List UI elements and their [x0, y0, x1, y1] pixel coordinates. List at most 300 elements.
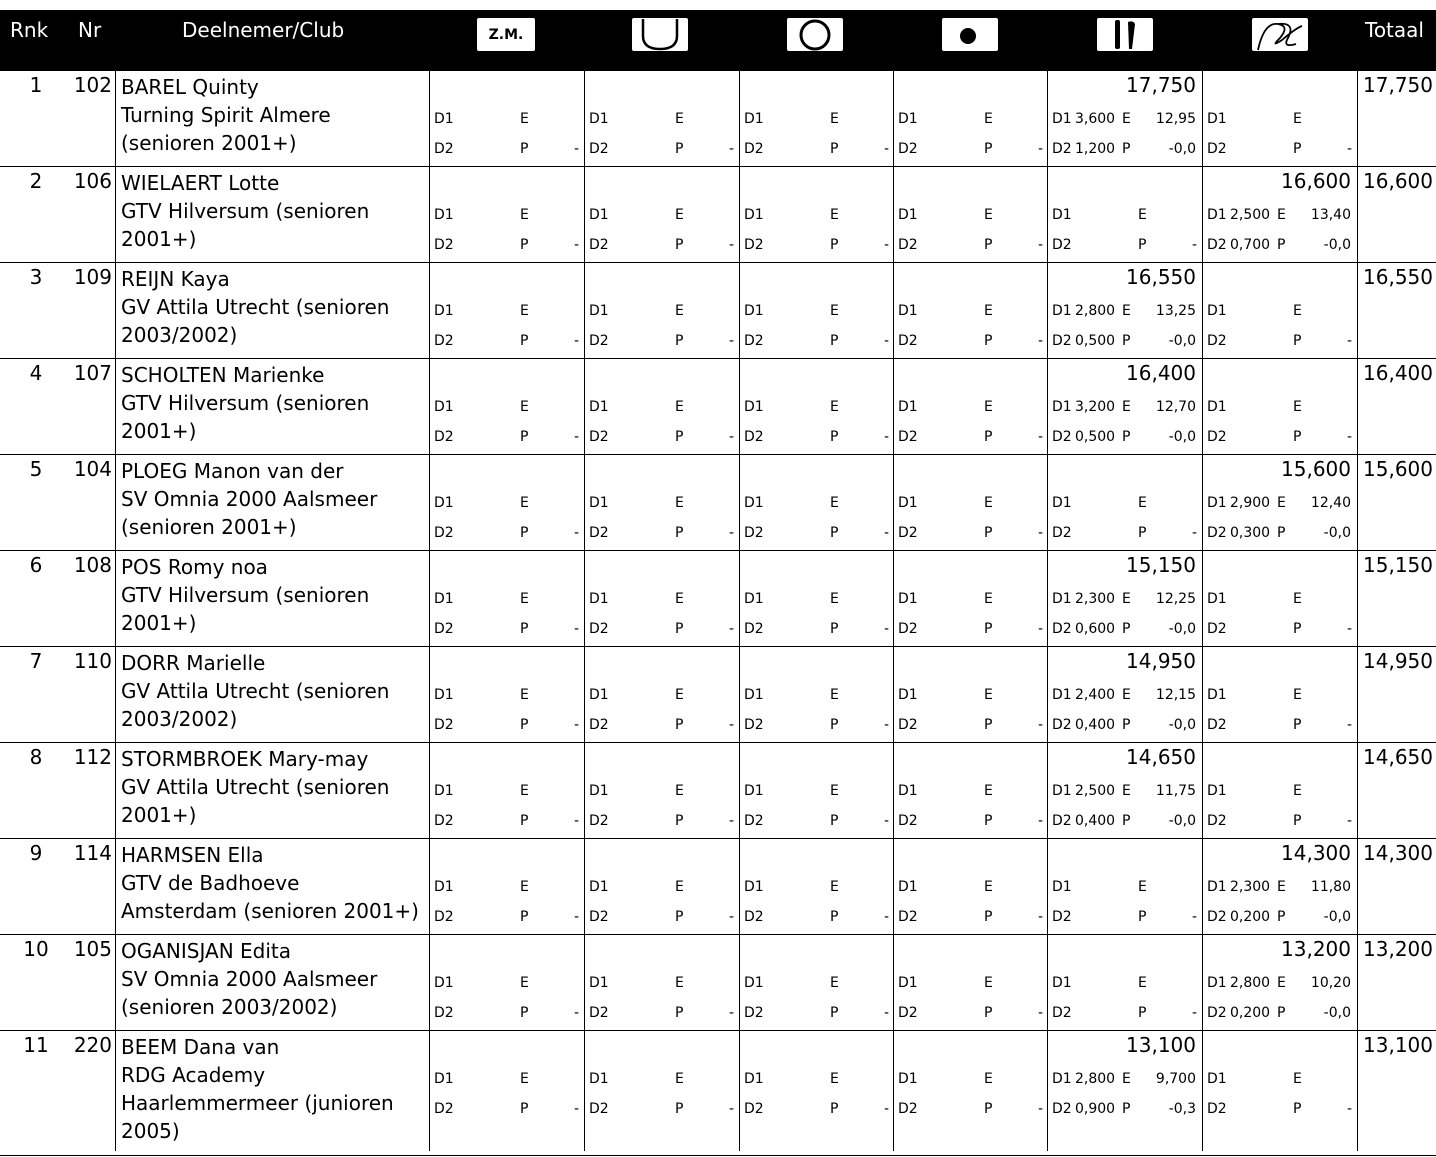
penalty-value: -0,0 — [1323, 1005, 1351, 1021]
p-label: P — [1293, 621, 1302, 637]
d2-value: 0,700 — [1230, 237, 1271, 253]
d2-value: 0,400 — [1075, 717, 1116, 733]
d2-label: D2 — [744, 429, 764, 445]
d1-value: 2,500 — [1075, 783, 1116, 799]
penalty-dash: - — [883, 717, 889, 733]
table-row — [0, 646, 1436, 743]
total-cell: 13,200 — [1363, 937, 1433, 961]
p-label: P — [675, 1101, 684, 1117]
participant-club: GV Attila Utrecht (senioren 2003/2002) — [121, 295, 390, 347]
d2-label: D2 — [1207, 333, 1227, 349]
e-label: E — [520, 207, 529, 223]
d2-label: D2 — [589, 621, 609, 637]
p-label: P — [984, 1005, 993, 1021]
d1-label: D1 — [1052, 495, 1072, 511]
d2-label: D2 — [1207, 717, 1227, 733]
d1-label: D1 — [1207, 591, 1227, 607]
d1-label: D1 — [744, 207, 764, 223]
e-value: 10,20 — [1310, 975, 1351, 991]
d1-label: D1 — [744, 111, 764, 127]
penalty-dash: - — [1037, 717, 1043, 733]
d2-label: D2 — [1052, 525, 1072, 541]
d1-label: D1 — [898, 399, 918, 415]
d1-label: D1 — [1207, 495, 1227, 511]
rank-cell: 4 — [29, 361, 43, 385]
d1-value: 2,400 — [1075, 687, 1116, 703]
participant-cell — [121, 169, 421, 253]
d2-label: D2 — [589, 717, 609, 733]
start-number-cell: 107 — [73, 361, 112, 385]
apparatus-cell — [894, 839, 1046, 935]
dot-icon — [942, 18, 998, 51]
d2-label: D2 — [898, 813, 918, 829]
e-value: 13,40 — [1310, 207, 1351, 223]
apparatus-cell — [740, 935, 892, 1031]
p-label: P — [984, 141, 993, 157]
apparatus-cell — [740, 1031, 892, 1151]
apparatus-cell — [1048, 359, 1200, 455]
e-label: E — [1293, 303, 1302, 319]
d2-label: D2 — [1207, 1101, 1227, 1117]
e-label: E — [1138, 495, 1147, 511]
start-number-cell: 110 — [73, 649, 112, 673]
penalty-dash: - — [728, 429, 734, 445]
e-label: E — [830, 591, 839, 607]
e-value: 11,75 — [1155, 783, 1196, 799]
p-label: P — [675, 429, 684, 445]
participant-cell — [121, 265, 421, 349]
participant-club: GV Attila Utrecht (senioren 2001+) — [121, 775, 390, 827]
apparatus-cell — [740, 263, 892, 359]
d1-value: 2,800 — [1075, 303, 1116, 319]
p-label: P — [830, 237, 839, 253]
penalty-dash: - — [728, 1101, 734, 1117]
e-label: E — [520, 303, 529, 319]
p-label: P — [675, 717, 684, 733]
participant-cell — [121, 553, 421, 637]
participant-name: BAREL Quinty — [121, 75, 259, 99]
p-label: P — [984, 333, 993, 349]
table-row — [0, 358, 1436, 455]
participant-name: DORR Marielle — [121, 651, 266, 675]
penalty-dash: - — [1191, 525, 1197, 541]
rank-cell: 8 — [29, 745, 43, 769]
d1-label: D1 — [434, 783, 454, 799]
penalty-dash: - — [883, 621, 889, 637]
p-label: P — [520, 237, 529, 253]
apparatus-cell — [894, 551, 1046, 647]
e-label: E — [830, 1071, 839, 1087]
participant-name: PLOEG Manon van der — [121, 459, 344, 483]
apparatus-cell — [585, 647, 737, 743]
participant-club: GV Attila Utrecht (senioren 2003/2002) — [121, 679, 390, 731]
p-label: P — [1293, 717, 1302, 733]
p-label: P — [984, 717, 993, 733]
d2-label: D2 — [1052, 909, 1072, 925]
start-number-cell: 108 — [73, 553, 112, 577]
d2-value: 0,500 — [1075, 429, 1116, 445]
p-label: P — [520, 813, 529, 829]
d2-label: D2 — [434, 1005, 454, 1021]
apparatus-cell — [430, 263, 582, 359]
e-label: E — [1122, 783, 1131, 799]
p-label: P — [675, 909, 684, 925]
penalty-dash: - — [728, 1005, 734, 1021]
participant-name: HARMSEN Ella — [121, 843, 264, 867]
p-label: P — [1122, 621, 1131, 637]
d2-label: D2 — [898, 909, 918, 925]
p-label: P — [675, 813, 684, 829]
apparatus-cell — [1048, 71, 1200, 167]
apparatus-score: 13,200 — [1281, 937, 1351, 961]
apparatus-cell — [1048, 455, 1200, 551]
e-value: 12,40 — [1310, 495, 1351, 511]
d2-value: 0,400 — [1075, 813, 1116, 829]
p-label: P — [520, 909, 529, 925]
rank-cell: 7 — [29, 649, 43, 673]
apparatus-score: 13,100 — [1126, 1033, 1196, 1057]
d2-label: D2 — [434, 1101, 454, 1117]
apparatus-cell — [585, 167, 737, 263]
d1-label: D1 — [1052, 303, 1072, 319]
apparatus-cell — [585, 1031, 737, 1151]
p-label: P — [984, 237, 993, 253]
e-label: E — [1293, 111, 1302, 127]
d1-label: D1 — [1207, 303, 1227, 319]
d2-label: D2 — [589, 525, 609, 541]
zm-header: Z.M. — [477, 18, 535, 51]
p-label: P — [984, 429, 993, 445]
p-label: P — [1138, 1005, 1147, 1021]
start-number-cell: 220 — [73, 1033, 112, 1057]
d2-label: D2 — [898, 621, 918, 637]
penalty-dash: - — [573, 1101, 579, 1117]
d1-label: D1 — [1052, 687, 1072, 703]
d2-label: D2 — [898, 237, 918, 253]
apparatus-cell — [1203, 839, 1355, 935]
penalty-value: -0,0 — [1323, 909, 1351, 925]
e-label: E — [1277, 975, 1286, 991]
apparatus-cell — [740, 551, 892, 647]
penalty-dash: - — [883, 525, 889, 541]
d1-label: D1 — [434, 687, 454, 703]
d2-label: D2 — [1052, 1005, 1072, 1021]
total-cell: 15,600 — [1363, 457, 1433, 481]
e-label: E — [830, 111, 839, 127]
participant-cell — [121, 1033, 421, 1145]
e-label: E — [984, 591, 993, 607]
penalty-dash: - — [883, 237, 889, 253]
apparatus-cell — [585, 71, 737, 167]
e-label: E — [520, 879, 529, 895]
rank-cell: 10 — [23, 937, 49, 961]
d2-label: D2 — [744, 717, 764, 733]
d1-label: D1 — [1207, 879, 1227, 895]
penalty-value: -0,0 — [1168, 333, 1196, 349]
penalty-value: -0,0 — [1168, 813, 1196, 829]
d2-label: D2 — [1052, 237, 1072, 253]
p-label: P — [1293, 813, 1302, 829]
rank-cell: 1 — [29, 73, 43, 97]
apparatus-cell — [1203, 167, 1355, 263]
apparatus-cell — [1048, 1031, 1200, 1151]
participant-cell — [121, 841, 421, 925]
d1-label: D1 — [898, 303, 918, 319]
p-label: P — [1122, 1101, 1131, 1117]
d1-label: D1 — [1207, 399, 1227, 415]
apparatus-cell — [585, 551, 737, 647]
p-label: P — [675, 1005, 684, 1021]
apparatus-cell — [894, 935, 1046, 1031]
p-label: P — [1293, 429, 1302, 445]
penalty-dash: - — [1037, 621, 1043, 637]
d1-value: 2,900 — [1230, 495, 1271, 511]
e-value: 12,15 — [1155, 687, 1196, 703]
penalty-dash: - — [1037, 333, 1043, 349]
d2-label: D2 — [1052, 621, 1072, 637]
apparatus-cell — [430, 71, 582, 167]
e-label: E — [520, 1071, 529, 1087]
ribbon-icon — [1252, 18, 1308, 51]
p-label: P — [520, 429, 529, 445]
p-label: P — [1277, 1005, 1286, 1021]
e-label: E — [1293, 1071, 1302, 1087]
d1-label: D1 — [434, 111, 454, 127]
p-label: P — [520, 717, 529, 733]
header-nr: Nr — [78, 18, 102, 42]
e-label: E — [675, 783, 684, 799]
penalty-dash: - — [573, 237, 579, 253]
apparatus-score: 15,600 — [1281, 457, 1351, 481]
apparatus-cell — [1048, 167, 1200, 263]
apparatus-cell — [585, 935, 737, 1031]
penalty-dash: - — [1346, 1101, 1352, 1117]
penalty-dash: - — [1191, 237, 1197, 253]
d2-label: D2 — [1052, 717, 1072, 733]
header-deelnemer: Deelnemer/Club — [182, 18, 345, 42]
p-label: P — [1122, 717, 1131, 733]
penalty-value: -0,0 — [1323, 237, 1351, 253]
d1-value: 2,300 — [1075, 591, 1116, 607]
penalty-dash: - — [1191, 1005, 1197, 1021]
p-label: P — [520, 525, 529, 541]
apparatus-cell — [740, 455, 892, 551]
apparatus-cell — [430, 839, 582, 935]
participant-cell — [121, 937, 421, 1021]
penalty-value: -0,3 — [1168, 1101, 1196, 1117]
d1-label: D1 — [744, 399, 764, 415]
e-label: E — [675, 303, 684, 319]
apparatus-cell — [585, 455, 737, 551]
e-label: E — [830, 303, 839, 319]
e-label: E — [520, 399, 529, 415]
d1-label: D1 — [434, 303, 454, 319]
e-label: E — [1277, 879, 1286, 895]
d1-label: D1 — [898, 207, 918, 223]
p-label: P — [1122, 429, 1131, 445]
e-label: E — [1122, 591, 1131, 607]
d2-label: D2 — [589, 429, 609, 445]
header-rnk: Rnk — [10, 18, 49, 42]
penalty-dash: - — [728, 909, 734, 925]
d1-label: D1 — [898, 687, 918, 703]
d1-label: D1 — [589, 687, 609, 703]
penalty-dash: - — [1037, 1005, 1043, 1021]
d2-label: D2 — [434, 333, 454, 349]
table-row — [0, 70, 1436, 167]
d2-label: D2 — [744, 333, 764, 349]
d2-label: D2 — [434, 141, 454, 157]
e-label: E — [1277, 207, 1286, 223]
d1-label: D1 — [898, 783, 918, 799]
penalty-dash: - — [883, 1005, 889, 1021]
p-label: P — [675, 141, 684, 157]
e-label: E — [675, 879, 684, 895]
p-label: P — [830, 525, 839, 541]
d1-label: D1 — [898, 495, 918, 511]
d2-label: D2 — [898, 1005, 918, 1021]
d2-label: D2 — [744, 1101, 764, 1117]
penalty-dash: - — [883, 909, 889, 925]
penalty-dash: - — [1037, 813, 1043, 829]
p-label: P — [1122, 333, 1131, 349]
penalty-dash: - — [1037, 237, 1043, 253]
p-label: P — [830, 1005, 839, 1021]
penalty-dash: - — [1346, 429, 1352, 445]
d1-label: D1 — [434, 1071, 454, 1087]
apparatus-cell — [1048, 647, 1200, 743]
d2-label: D2 — [589, 1101, 609, 1117]
apparatus-cell — [1203, 71, 1355, 167]
e-label: E — [675, 495, 684, 511]
e-label: E — [984, 399, 993, 415]
d2-label: D2 — [744, 621, 764, 637]
apparatus-cell — [740, 71, 892, 167]
participant-cell — [121, 457, 421, 541]
total-cell: 16,550 — [1363, 265, 1433, 289]
apparatus-cell — [894, 743, 1046, 839]
d1-label: D1 — [589, 591, 609, 607]
participant-cell — [121, 361, 421, 445]
d1-label: D1 — [589, 207, 609, 223]
penalty-dash: - — [573, 813, 579, 829]
e-label: E — [1293, 687, 1302, 703]
d2-label: D2 — [434, 909, 454, 925]
d1-label: D1 — [898, 591, 918, 607]
apparatus-score: 14,300 — [1281, 841, 1351, 865]
d1-label: D1 — [1052, 975, 1072, 991]
apparatus-cell — [1048, 935, 1200, 1031]
apparatus-score: 15,150 — [1126, 553, 1196, 577]
p-label: P — [1277, 909, 1286, 925]
d1-label: D1 — [1207, 207, 1227, 223]
e-label: E — [984, 783, 993, 799]
d1-label: D1 — [434, 207, 454, 223]
apparatus-cell — [430, 359, 582, 455]
apparatus-cell — [740, 839, 892, 935]
apparatus-score: 16,400 — [1126, 361, 1196, 385]
table-row — [0, 166, 1436, 263]
total-cell: 17,750 — [1363, 73, 1433, 97]
apparatus-cell — [1048, 263, 1200, 359]
d2-label: D2 — [589, 1005, 609, 1021]
apparatus-cell — [1048, 839, 1200, 935]
table-row — [0, 742, 1436, 839]
d1-label: D1 — [1052, 207, 1072, 223]
d1-label: D1 — [434, 399, 454, 415]
apparatus-cell — [585, 839, 737, 935]
penalty-dash: - — [728, 141, 734, 157]
d2-value: 0,200 — [1230, 909, 1271, 925]
e-label: E — [830, 975, 839, 991]
d2-label: D2 — [434, 813, 454, 829]
e-label: E — [675, 1071, 684, 1087]
d2-label: D2 — [434, 717, 454, 733]
penalty-dash: - — [728, 717, 734, 733]
p-label: P — [1293, 333, 1302, 349]
apparatus-score: 16,550 — [1126, 265, 1196, 289]
penalty-value: -0,0 — [1168, 141, 1196, 157]
e-label: E — [1138, 879, 1147, 895]
e-label: E — [1122, 687, 1131, 703]
e-label: E — [520, 783, 529, 799]
d2-label: D2 — [1207, 1005, 1227, 1021]
participant-name: WIELAERT Lotte — [121, 171, 280, 195]
d1-label: D1 — [744, 303, 764, 319]
penalty-dash: - — [883, 813, 889, 829]
p-label: P — [1122, 141, 1131, 157]
e-label: E — [830, 879, 839, 895]
p-label: P — [830, 1101, 839, 1117]
p-label: P — [830, 717, 839, 733]
table-row — [0, 934, 1436, 1031]
p-label: P — [520, 141, 529, 157]
p-label: P — [984, 1101, 993, 1117]
ball-icon — [787, 18, 843, 51]
penalty-dash: - — [728, 333, 734, 349]
e-label: E — [1293, 399, 1302, 415]
d1-label: D1 — [1207, 1071, 1227, 1087]
d2-label: D2 — [898, 1101, 918, 1117]
e-label: E — [675, 687, 684, 703]
d1-label: D1 — [898, 879, 918, 895]
e-value: 11,80 — [1310, 879, 1351, 895]
d1-value: 2,800 — [1230, 975, 1271, 991]
p-label: P — [830, 333, 839, 349]
hoop-icon — [632, 18, 688, 51]
e-label: E — [984, 495, 993, 511]
penalty-dash: - — [573, 909, 579, 925]
participant-club: SV Omnia 2000 Aalsmeer (senioren 2003/2002) — [121, 967, 378, 1019]
e-label: E — [830, 399, 839, 415]
d2-label: D2 — [744, 909, 764, 925]
d1-label: D1 — [589, 111, 609, 127]
penalty-dash: - — [1037, 909, 1043, 925]
e-label: E — [1122, 111, 1131, 127]
d1-label: D1 — [1207, 783, 1227, 799]
p-label: P — [830, 909, 839, 925]
d2-value: 0,900 — [1075, 1101, 1116, 1117]
e-label: E — [1138, 975, 1147, 991]
d2-label: D2 — [1207, 621, 1227, 637]
apparatus-cell — [430, 551, 582, 647]
e-label: E — [830, 783, 839, 799]
apparatus-cell — [1203, 263, 1355, 359]
e-label: E — [1122, 303, 1131, 319]
participant-cell — [121, 745, 421, 829]
p-label: P — [984, 525, 993, 541]
p-label: P — [1277, 237, 1286, 253]
